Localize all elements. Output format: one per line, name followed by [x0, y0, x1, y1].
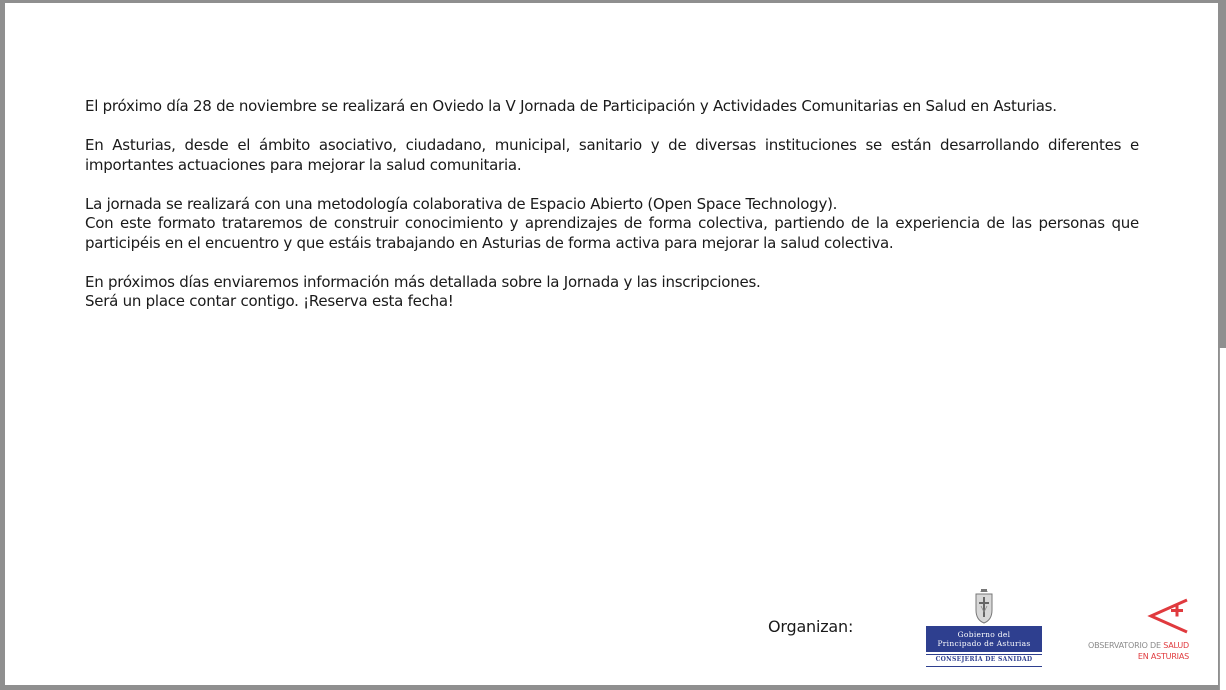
coat-of-arms-icon	[972, 586, 996, 624]
document-body	[85, 97, 1139, 331]
paragraph-3	[85, 195, 1139, 254]
organizers-label: Organizan:	[768, 617, 854, 636]
gov-line-1: Gobierno del	[957, 630, 1011, 639]
paragraph-4	[85, 273, 1139, 312]
observatorio-text-grey: OBSERVATORIO DE	[1088, 641, 1164, 650]
observatorio-mark-icon	[1143, 596, 1193, 634]
gov-name-box	[926, 626, 1042, 652]
observatorio-text-red: SALUD	[1163, 641, 1189, 650]
paragraph-1	[85, 97, 1139, 117]
paragraph-2-line-1: En Asturias, desde el ámbito asociativo, ciudadano, municipal, sanitario y de diversas instituciones se están desarrollando diferentes e importantes actuaciones para mejorar la salud comunitaria.	[85, 136, 1139, 174]
paragraph-4-line-2: Será un place contar contigo. ¡Reserva esta fecha!	[85, 292, 454, 310]
gov-divider-bottom	[926, 666, 1042, 667]
paragraph-4-line-1: En próximos días enviaremos información más detallada sobre la Jornada y las inscripciones.	[85, 272, 761, 291]
observatorio-salud-logo	[1088, 594, 1197, 666]
paragraph-3-line-1: La jornada se realizará con una metodología colaborativa de Espacio Abierto (Open Space Technology).	[85, 194, 838, 213]
gov-department: CONSEJERÍA DE SANIDAD	[935, 656, 1033, 663]
scrollbar-edge[interactable]	[1219, 348, 1226, 690]
gobierno-asturias-logo	[926, 586, 1042, 670]
gov-line-2: Principado de Asturias	[937, 639, 1031, 648]
observatorio-text-line-1	[1088, 641, 1189, 650]
document-page	[5, 3, 1218, 685]
paragraph-2	[85, 136, 1139, 175]
paragraph-3-line-2: Con este formato trataremos de construir conocimiento y aprendizajes de forma colectiva, partiendo de la experiencia de las personas que participéis en el encuentro y que estáis trabajando en Asturias de forma activa para mejorar la salud colectiva.	[85, 214, 1139, 252]
gov-divider	[926, 654, 1042, 655]
paragraph-1-line-1: El próximo día 28 de noviembre se realizará en Oviedo la V Jornada de Participación y Actividades Comunitarias en Salud en Asturias.	[85, 97, 1057, 115]
observatorio-text-line-2: EN ASTURIAS	[1137, 652, 1189, 661]
